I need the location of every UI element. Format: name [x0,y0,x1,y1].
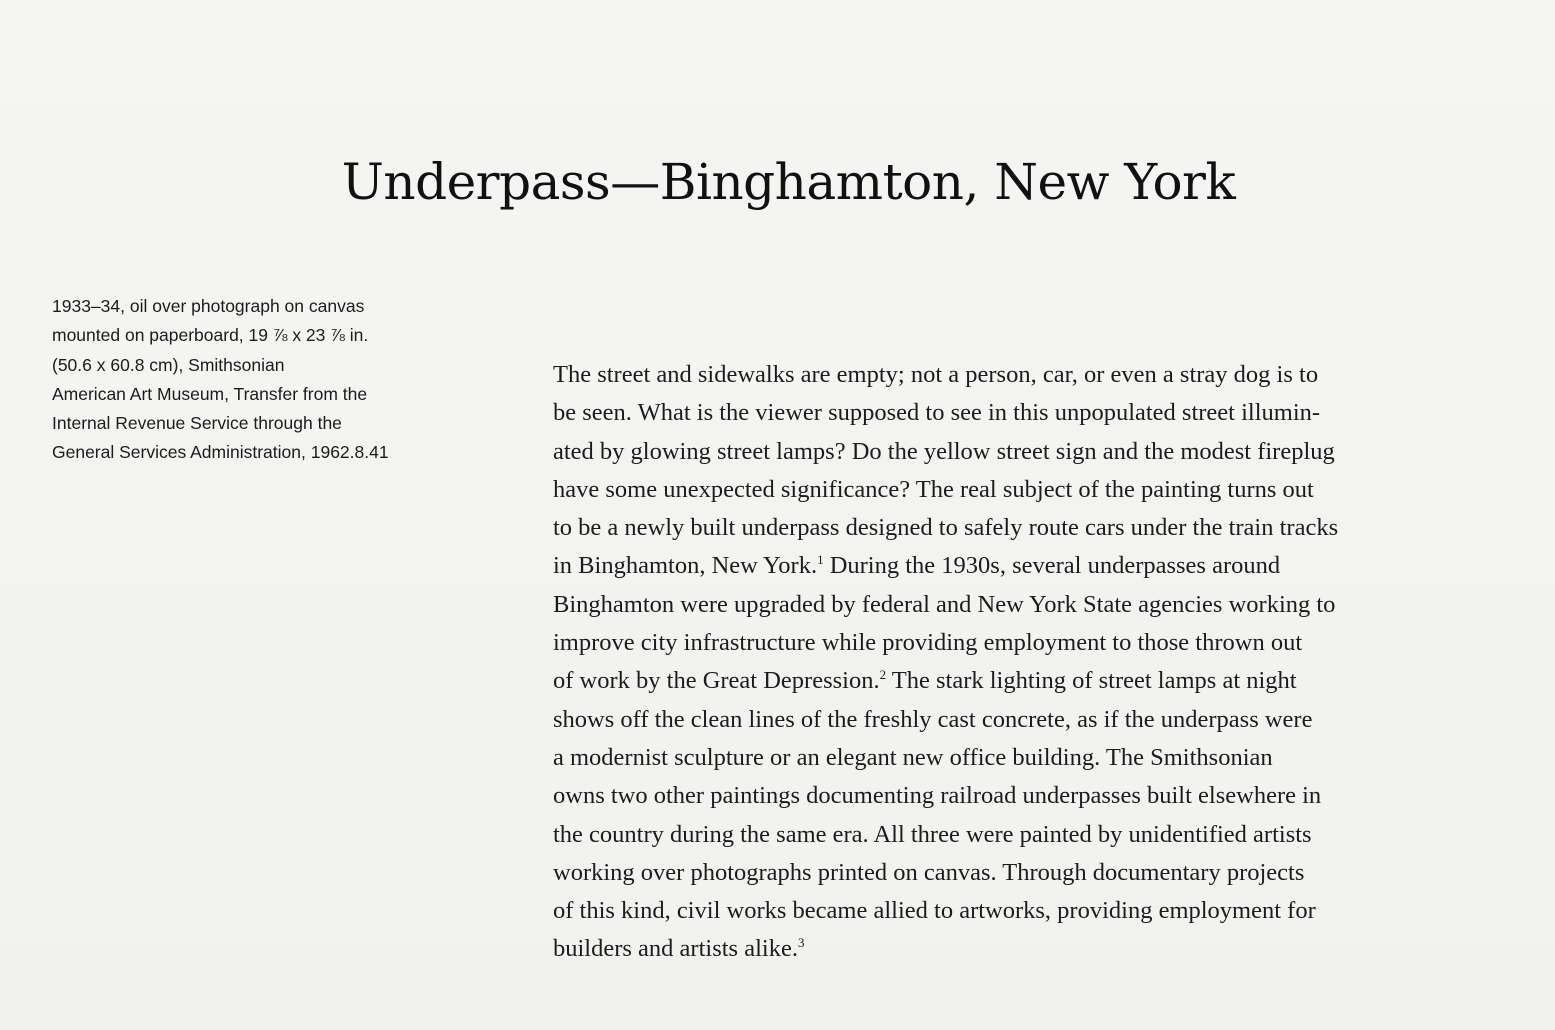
caption-line: American Art Museum, Transfer from the [52,383,368,404]
body-line [553,624,1513,662]
body-line [553,777,1513,815]
body-line-text: a modernist sculpture or an elegant new office building. The Smithsonian [553,743,1273,771]
body-line-text: of this kind, civil works became allied to artworks, providing employment for [553,897,1316,925]
body-line-text: The stark lighting of street lamps at night [886,667,1297,695]
body-line [553,471,1513,509]
body-line [553,930,1513,968]
caption-line: mounted on paperboard, 19 ⅞ x 23 ⅞ in. [52,325,369,346]
footnote-marker: 1 [817,552,824,568]
body-line [553,394,1513,432]
body-line-text: working over photographs printed on canvas. Through documentary projects [553,858,1305,886]
body-line-text: Binghamton were upgraded by federal and New York State agencies working to [553,590,1336,618]
page-title: Underpass—Binghamton, New York [341,153,1236,211]
body-line [553,586,1513,624]
body-line [553,701,1513,739]
body-line-text: the country during the same era. All three were painted by unidentified artists [553,820,1312,848]
caption-line: 1933–34, oil over photograph on canvas [52,296,365,316]
body-line-text: ated by glowing street lamps? Do the yellow street sign and the modest fireplug [553,437,1335,465]
body-line-text: improve city infrastructure while providing employment to those thrown out [553,629,1303,657]
body-line-text: shows off the clean lines of the freshly cast concrete, as if the underpass were [553,705,1313,733]
caption-line: General Services Administration, 1962.8.41 [52,442,389,463]
caption-line: Internal Revenue Service through the [52,413,342,434]
body-line-text: of work by the Great Depression. [553,667,880,695]
body-line [553,739,1513,777]
body-line-text: builders and artists alike. [553,935,798,963]
body-paragraph [553,356,1513,969]
body-line-text: During the 1930s, several underpasses around [823,552,1281,580]
body-line-text: The street and sidewalks are empty; not a person, car, or even a stray dog is to [553,361,1319,388]
footnote-marker: 3 [797,935,805,951]
body-line [553,892,1513,930]
body-line-text: to be a newly built underpass designed to safely route cars under the train tracks [553,514,1339,542]
body-line-text: have some unexpected significance? The real subject of the painting turns out [553,475,1314,503]
body-line [553,509,1513,547]
body-line [553,816,1513,854]
body-line [553,547,1513,585]
artwork-caption [52,292,522,468]
caption-line: (50.6 x 60.8 cm), Smithsonian [52,354,285,375]
body-line [553,854,1513,892]
body-line-text: be seen. What is the viewer supposed to see in this unpopulated street illumin- [553,399,1321,427]
footnote-marker: 2 [879,667,887,683]
body-line [553,356,1513,394]
body-line [553,662,1513,700]
body-line-text: owns two other paintings documenting railroad underpasses built elsewhere in [553,782,1322,810]
body-line-text: in Binghamton, New York. [553,552,818,580]
body-line [553,433,1513,471]
